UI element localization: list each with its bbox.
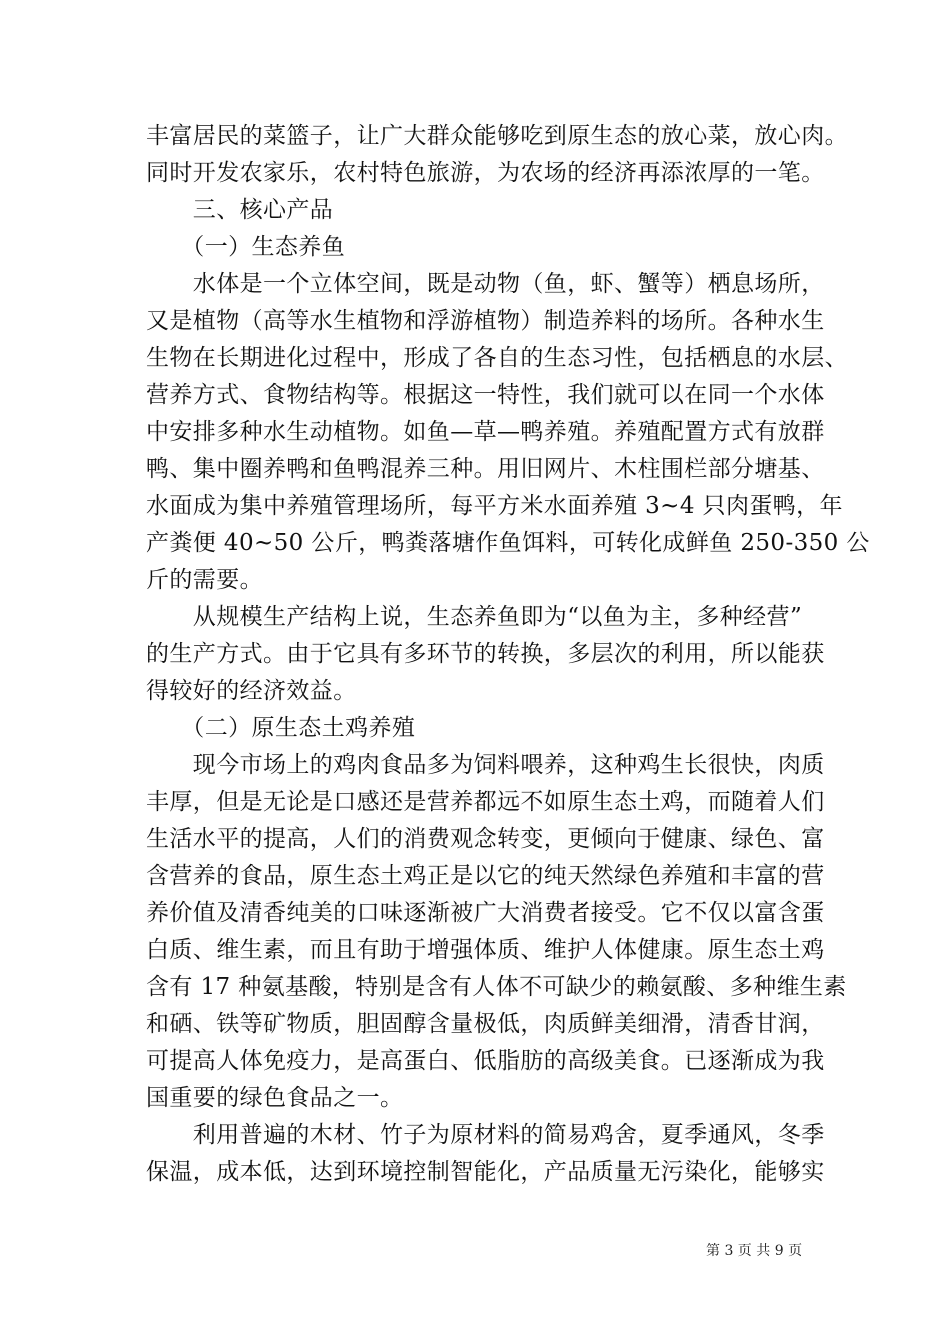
- text-line: 生物在长期进化过程中，形成了各自的生态习性，包括栖息的水层、: [146, 345, 848, 371]
- document-body: [146, 118, 870, 1191]
- text-line: 水面成为集中养殖管理场所，每平方米水面养殖 3~4 只肉蛋鸭，年: [146, 493, 843, 519]
- text-line: 丰富居民的菜篮子，让广大群众能够吃到原生态的放心菜，放心肉。: [146, 123, 848, 149]
- text-line: 保温，成本低，达到环境控制智能化，产品质量无污染化，能够实: [146, 1159, 825, 1185]
- text-line: 丰厚，但是无论是口感还是营养都远不如原生态土鸡，而随着人们: [146, 789, 825, 815]
- text-line: 产粪便 40~50 公斤，鸭粪落塘作鱼饵料，可转化成鲜鱼 250-350 公: [146, 530, 870, 556]
- text-line: 斤的需要。: [146, 567, 263, 593]
- text-line: 生活水平的提高，人们的消费观念转变，更倾向于健康、绿色、富: [146, 826, 825, 852]
- page-number-footer: 第 3 页 共 9 页: [706, 1243, 803, 1259]
- text-line: 从规模生产结构上说，生态养鱼即为“以鱼为主，多种经营”: [146, 604, 803, 630]
- text-line: 养价值及清香纯美的口味逐渐被广大消费者接受。它不仅以富含蛋: [146, 900, 825, 926]
- text-line: 含营养的食品，原生态土鸡正是以它的纯天然绿色养殖和丰富的营: [146, 863, 825, 889]
- text-line: 可提高人体免疫力，是高蛋白、低脂肪的高级美食。已逐渐成为我: [146, 1048, 825, 1074]
- text-line: 含有 17 种氨基酸，特别是含有人体不可缺少的赖氨酸、多种维生素: [146, 974, 847, 1000]
- text-line: 现今市场上的鸡肉食品多为饲料喂养，这种鸡生长很快，肉质: [146, 752, 825, 778]
- subsection-heading: （二）原生态土鸡养殖: [146, 715, 416, 741]
- text-line: 国重要的绿色食品之一。: [146, 1085, 404, 1111]
- text-line: 得较好的经济效益。: [146, 678, 357, 704]
- section-heading: 三、核心产品: [146, 197, 334, 223]
- text-line: 营养方式、食物结构等。根据这一特性，我们就可以在同一个水体: [146, 382, 825, 408]
- text-line: 和硒、铁等矿物质，胆固醇含量极低，肉质鲜美细滑，清香甘润，: [146, 1011, 825, 1037]
- text-line: 的生产方式。由于它具有多环节的转换，多层次的利用，所以能获: [146, 641, 825, 667]
- text-line: 鸭、集中圈养鸭和鱼鸭混养三种。用旧网片、木柱围栏部分塘基、: [146, 456, 825, 482]
- text-line: 白质、维生素，而且有助于增强体质、维护人体健康。原生态土鸡: [146, 937, 825, 963]
- text-line: 中安排多种水生动植物。如鱼—草—鸭养殖。养殖配置方式有放群: [146, 419, 825, 445]
- subsection-heading: （一）生态养鱼: [146, 234, 346, 260]
- text-line: 又是植物（高等水生植物和浮游植物）制造养料的场所。各种水生: [146, 308, 825, 334]
- text-line: 水体是一个立体空间，既是动物（鱼，虾、蟹等）栖息场所，: [146, 271, 825, 297]
- text-line: 同时开发农家乐，农村特色旅游，为农场的经济再添浓厚的一笔。: [146, 160, 825, 186]
- text-line: 利用普遍的木材、竹子为原材料的简易鸡舍，夏季通风，冬季: [146, 1122, 825, 1148]
